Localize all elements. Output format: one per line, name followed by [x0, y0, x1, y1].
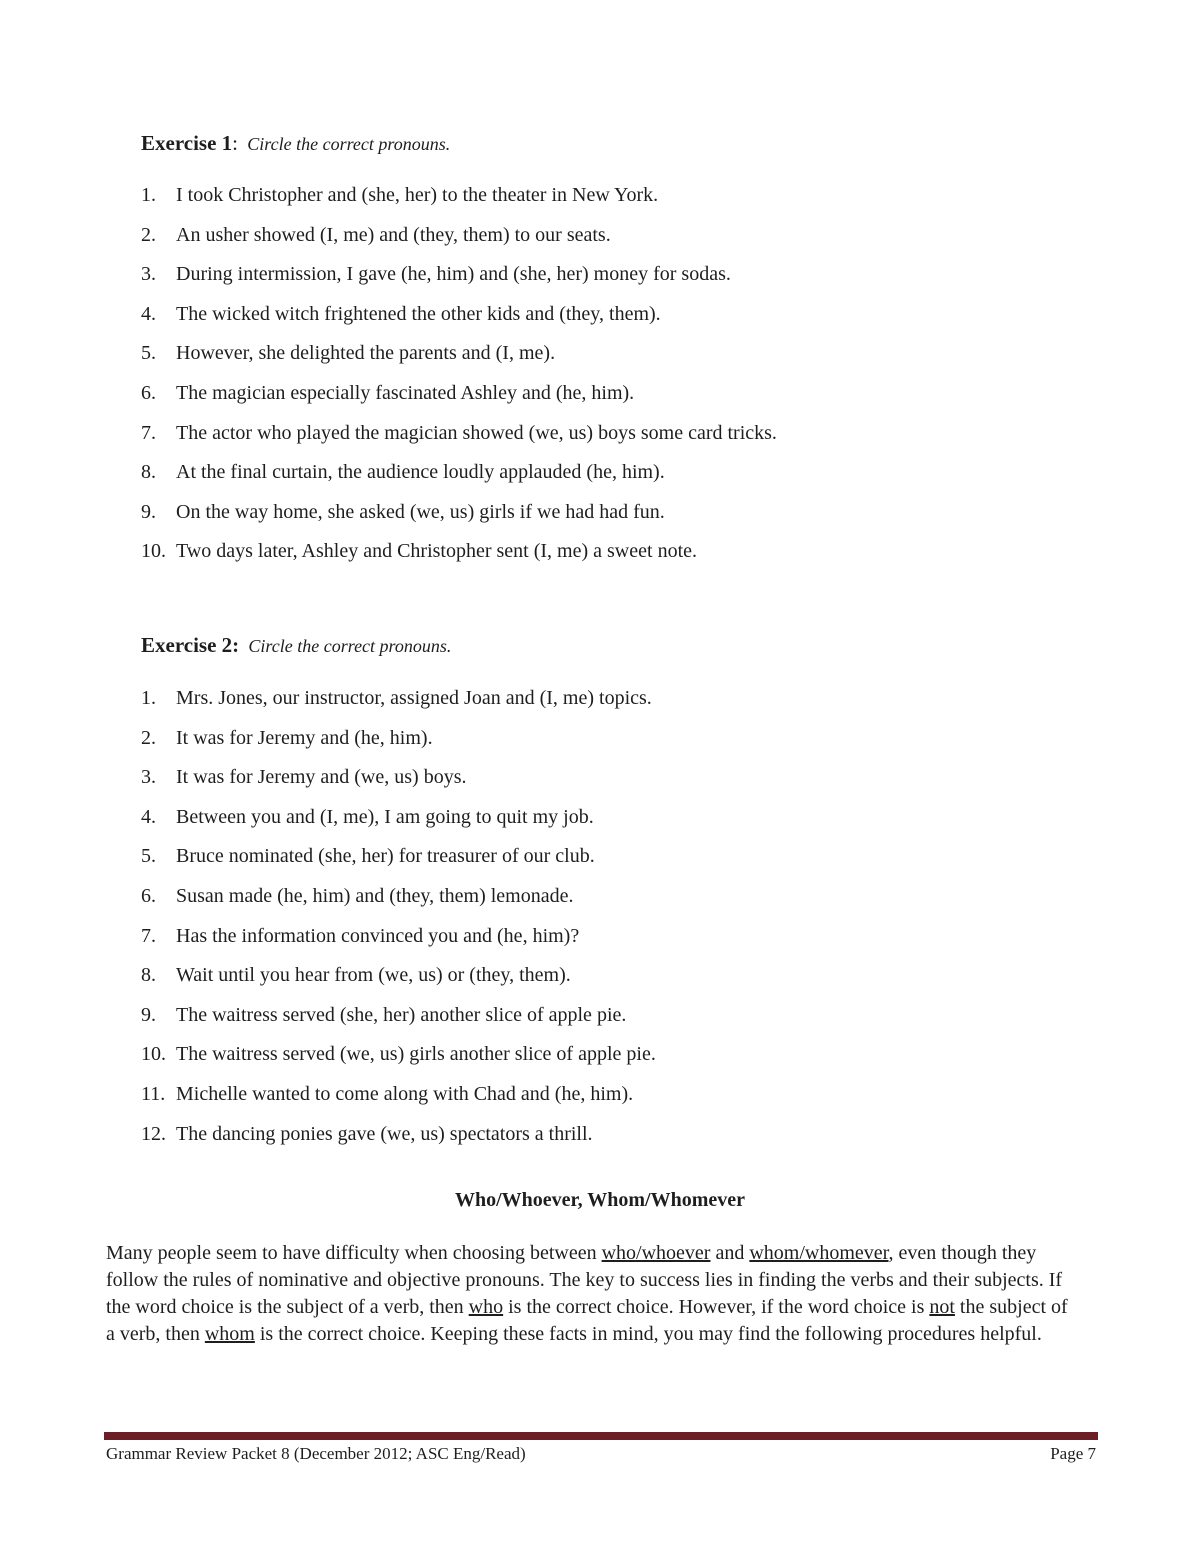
- list-item: [141, 500, 777, 540]
- item-number: 6.: [141, 884, 156, 907]
- exercise-1-heading: [141, 131, 450, 156]
- item-text: It was for Jeremy and (he, him).: [176, 726, 433, 749]
- item-number: 3.: [141, 766, 156, 789]
- paragraph-text: Many people seem to have difficulty when choosing between: [106, 1242, 602, 1264]
- item-number: 9.: [141, 1003, 156, 1026]
- exercise-1-list: [141, 183, 777, 579]
- item-number: 7.: [141, 924, 156, 947]
- underlined-term-who: who: [468, 1296, 504, 1318]
- item-number: 7.: [141, 421, 156, 444]
- exercise-2-instruction: Circle the correct pronouns.: [248, 636, 452, 656]
- list-item: [141, 421, 777, 461]
- underlined-term-whom-whomever: whom/whomever: [749, 1242, 889, 1264]
- underlined-term-not: not: [929, 1296, 955, 1318]
- exercise-2-list: [141, 686, 656, 1161]
- list-item: [141, 381, 777, 421]
- exercise-1-label: Exercise 1: [141, 131, 233, 155]
- item-text: The magician especially fascinated Ashley and (he, him).: [176, 381, 635, 404]
- item-text: The dancing ponies gave (we, us) spectators a thrill.: [176, 1122, 593, 1145]
- item-text: Michelle wanted to come along with Chad and (he, him).: [176, 1082, 634, 1105]
- item-text: Bruce nominated (she, her) for treasurer of our club.: [176, 845, 595, 868]
- item-text: The waitress served (we, us) girls another slice of apple pie.: [176, 1043, 656, 1066]
- explanation-paragraph: [106, 1240, 1081, 1348]
- item-number: 4.: [141, 805, 156, 828]
- list-item: [141, 805, 656, 845]
- item-number: 10.: [141, 1043, 166, 1066]
- paragraph-text: the subject of a verb, then: [106, 1296, 1068, 1345]
- exercise-2-label: Exercise 2:: [141, 633, 240, 657]
- list-item: [141, 963, 656, 1003]
- item-number: 11.: [141, 1082, 166, 1105]
- underlined-term-whom: whom: [204, 1323, 255, 1345]
- item-text: Two days later, Ashley and Christopher sent (I, me) a sweet note.: [176, 540, 697, 563]
- list-item: [141, 884, 656, 924]
- item-number: 5.: [141, 342, 156, 365]
- item-text: Susan made (he, him) and (they, them) lemonade.: [176, 884, 574, 907]
- item-text: I took Christopher and (she, her) to the theater in New York.: [176, 184, 659, 206]
- section-title: Who/Whoever, Whom/Whomever: [455, 1189, 745, 1211]
- item-number: 4.: [141, 302, 156, 325]
- list-item: [141, 1122, 656, 1162]
- item-number: 10.: [141, 540, 166, 563]
- list-item: [141, 460, 777, 500]
- exercise-1-colon: :: [232, 131, 239, 155]
- item-text: The actor who played the magician showed (we, us) boys some card tricks.: [176, 421, 777, 444]
- item-text: It was for Jeremy and (we, us) boys.: [176, 766, 467, 789]
- list-item: [141, 686, 656, 726]
- item-number: 1.: [141, 687, 156, 709]
- list-item: [141, 844, 656, 884]
- exercise-2-heading: [141, 633, 451, 658]
- list-item: [141, 223, 777, 263]
- list-item: [141, 183, 777, 223]
- exercise-1-instruction: Circle the correct pronouns.: [247, 134, 451, 154]
- list-item: [141, 1003, 656, 1043]
- item-text: At the final curtain, the audience loudly applauded (he, him).: [176, 461, 665, 484]
- footer-page-number: Page 7: [1050, 1444, 1096, 1463]
- list-item: [141, 539, 777, 579]
- item-number: 6.: [141, 381, 156, 404]
- item-text: Has the information convinced you and (he, him)?: [176, 924, 580, 947]
- item-number: 5.: [141, 845, 156, 868]
- item-number: 8.: [141, 461, 156, 484]
- paragraph-text: and: [710, 1242, 750, 1264]
- list-item: [141, 262, 777, 302]
- paragraph-text: is the correct choice. Keeping these facts in mind, you may find the following procedures helpful.: [254, 1323, 1042, 1345]
- list-item: [141, 765, 656, 805]
- list-item: [141, 924, 656, 964]
- item-text: On the way home, she asked (we, us) girls if we had had fun.: [176, 500, 665, 523]
- item-number: 3.: [141, 263, 156, 286]
- paragraph-text: , even though they follow the rules of nominative and objective pronouns. The key to success lies in finding the verbs and their subjects. If the word choice is the subject of a verb, then: [106, 1242, 1063, 1318]
- list-item: [141, 726, 656, 766]
- item-number: 12.: [141, 1122, 166, 1145]
- item-text: Mrs. Jones, our instructor, assigned Joan and (I, me) topics.: [176, 687, 652, 709]
- item-text: However, she delighted the parents and (I, me).: [176, 342, 556, 365]
- list-item: [141, 1082, 656, 1122]
- paragraph-text: is the correct choice. However, if the word choice is: [503, 1296, 930, 1318]
- list-item: [141, 302, 777, 342]
- item-number: 2.: [141, 726, 156, 749]
- item-text: The wicked witch frightened the other kids and (they, them).: [176, 302, 661, 325]
- item-text: An usher showed (I, me) and (they, them) to our seats.: [176, 223, 611, 246]
- list-item: [141, 341, 777, 381]
- item-number: 8.: [141, 964, 156, 987]
- item-text: Wait until you hear from (we, us) or (they, them).: [176, 964, 571, 987]
- item-number: 9.: [141, 500, 156, 523]
- item-number: 1.: [141, 184, 156, 206]
- list-item: [141, 1042, 656, 1082]
- footer-document-info: Grammar Review Packet 8 (December 2012; ASC Eng/Read): [106, 1444, 526, 1463]
- footer-rule: [104, 1432, 1098, 1440]
- underlined-term-who-whoever: who/whoever: [601, 1242, 711, 1264]
- item-text: Between you and (I, me), I am going to quit my job.: [176, 805, 594, 828]
- item-number: 2.: [141, 223, 156, 246]
- item-text: The waitress served (she, her) another slice of apple pie.: [176, 1003, 627, 1026]
- item-text: During intermission, I gave (he, him) and (she, her) money for sodas.: [176, 263, 731, 286]
